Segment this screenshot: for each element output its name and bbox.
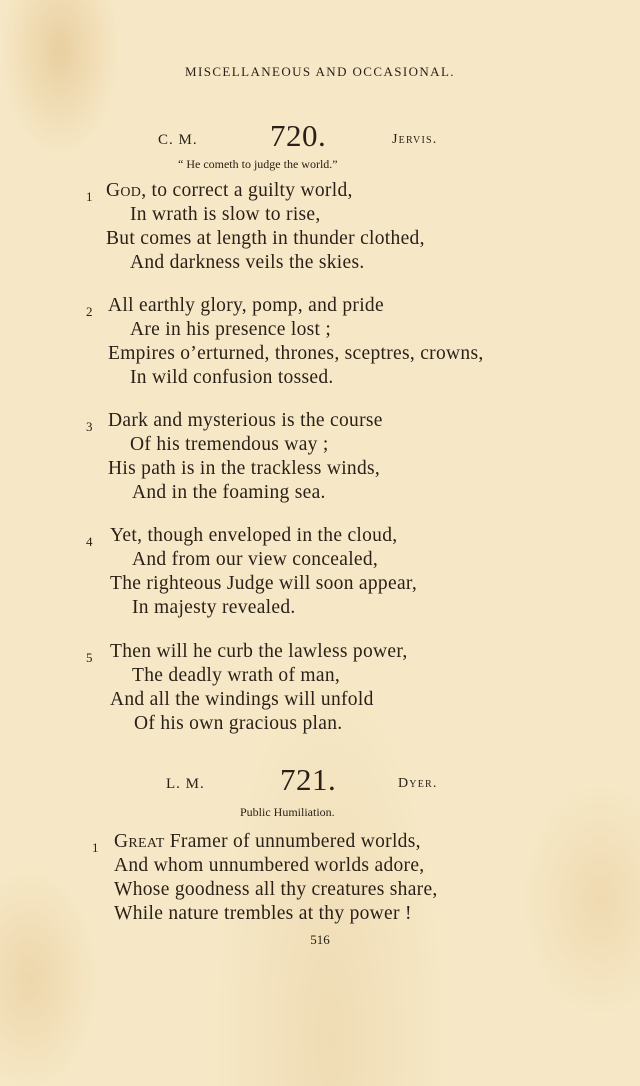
- verse-line-text: Framer of unnumbered worlds,: [164, 831, 421, 852]
- verse-line: And whom unnumbered worlds adore,: [114, 855, 425, 876]
- stanza-number: 5: [86, 650, 93, 665]
- verse-line: In wrath is slow to rise,: [130, 204, 321, 225]
- hymn-720-meter: C. M.: [158, 132, 198, 148]
- verse-line: [106, 180, 353, 202]
- verse-line: And all the windings will unfold: [110, 689, 374, 710]
- running-head: MISCELLANEOUS AND OCCASIONAL.: [185, 64, 455, 79]
- verse-line: In wild confusion tossed.: [130, 367, 334, 388]
- verse-line: The deadly wrath of man,: [132, 665, 341, 686]
- verse-line: Then will he curb the lawless power,: [110, 641, 408, 662]
- hymn-721-tune: Dyer.: [398, 776, 438, 791]
- verse-line: The righteous Judge will soon appear,: [110, 573, 418, 594]
- verse-line: And in the foaming sea.: [132, 482, 326, 503]
- verse-line: Are in his presence lost ;: [130, 319, 332, 340]
- verse-line: [114, 831, 421, 853]
- verse-line: In majesty revealed.: [132, 597, 296, 618]
- hymn-721-number: 721.: [280, 762, 337, 797]
- verse-first-word: God: [106, 180, 142, 201]
- page-number: 516: [310, 932, 330, 947]
- hymn-721-subtitle: Public Humiliation.: [240, 805, 335, 819]
- verse-line: Of his tremendous way ;: [130, 434, 329, 455]
- verse-line: But comes at length in thunder clothed,: [106, 228, 425, 249]
- stanza-number: 1: [92, 840, 99, 855]
- verse-line: Dark and mysterious is the course: [108, 410, 383, 431]
- verse-line: And from our view concealed,: [132, 549, 379, 570]
- stanza-number: 3: [86, 419, 93, 434]
- hymn-721-meter: L. M.: [166, 776, 205, 792]
- hymn-720-tune: Jervis.: [392, 132, 438, 147]
- hymn-720-header: [0, 118, 640, 158]
- verse-line: His path is in the trackless winds,: [108, 458, 381, 479]
- verse-line: Whose goodness all thy creatures share,: [114, 879, 438, 900]
- verse-line: Yet, though enveloped in the cloud,: [110, 525, 398, 546]
- verse-line: And darkness veils the skies.: [130, 252, 365, 273]
- hymn-720-subtitle: “ He cometh to judge the world.”: [178, 157, 338, 171]
- verse-line: All earthly glory, pomp, and pride: [108, 295, 384, 316]
- stanza-number: 4: [86, 534, 93, 549]
- hymn-720-number: 720.: [270, 118, 327, 153]
- stanza-number: 2: [86, 304, 93, 319]
- verse-line-text: , to correct a guilty world,: [141, 180, 353, 201]
- stanza-number: 1: [86, 189, 93, 204]
- verse-line: Empires o’erturned, thrones, sceptres, crowns,: [108, 343, 484, 364]
- hymn-721-header: [0, 762, 640, 802]
- verse-line: Of his own gracious plan.: [134, 713, 343, 734]
- verse-line: While nature trembles at thy power !: [114, 903, 412, 924]
- verse-first-word: Great: [114, 831, 165, 852]
